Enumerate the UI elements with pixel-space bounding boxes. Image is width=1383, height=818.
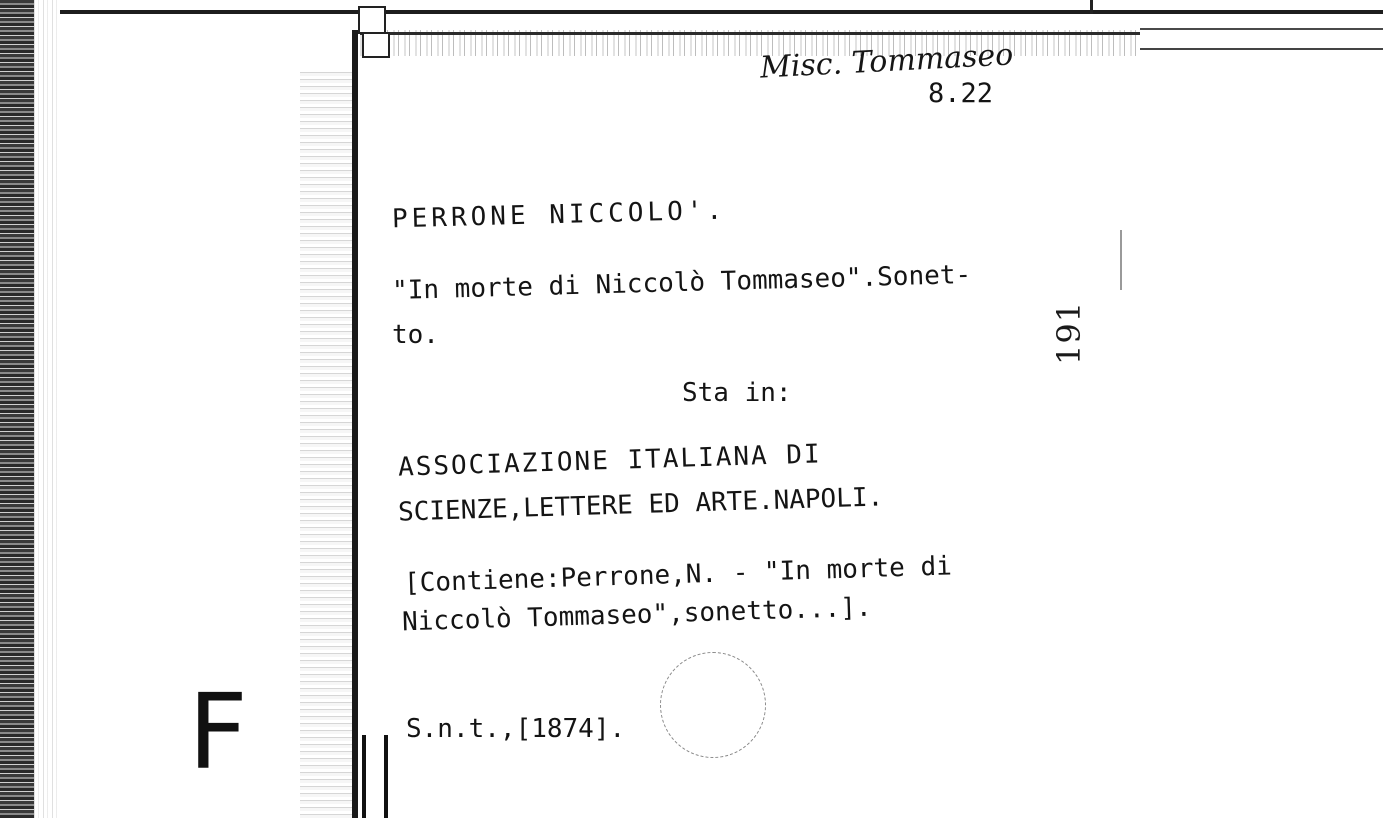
contents-note-line-1: [Contiene:Perrone,N. - "In morte di <box>403 551 953 599</box>
card-bottom-clip <box>362 735 388 818</box>
title-line-2: to. <box>392 320 439 350</box>
title-line-1: "In morte di Niccolò Tommaseo".Sonet- <box>391 259 972 307</box>
right-border-line-lower <box>1140 48 1383 50</box>
card-left-edge <box>352 30 358 818</box>
host-publication-line-2: SCIENZE,LETTERE ED ARTE.NAPOLI. <box>397 482 884 528</box>
stamp-number: 191 <box>1050 300 1088 365</box>
margin-letter: F <box>188 671 248 793</box>
card-clip-marker <box>358 6 386 34</box>
shelf-number: 8.22 <box>928 78 994 109</box>
card-top-line <box>360 32 1140 35</box>
top-border-line <box>60 10 1383 14</box>
scanned-binding-edge <box>0 0 34 818</box>
host-publication-line-1: ASSOCIAZIONE ITALIANA DI <box>397 439 823 483</box>
contents-note-line-2: Niccolò Tommaseo",sonetto...]. <box>401 592 872 638</box>
shelf-mark: Misc. Tommaseo <box>759 37 1015 86</box>
located-in-label: Sta in: <box>682 378 792 408</box>
top-tick-mark <box>1090 0 1093 14</box>
imprint-line: S.n.t.,[1874]. <box>406 714 626 744</box>
scan-speck <box>1120 230 1122 290</box>
card-clip-marker-lower <box>362 32 390 58</box>
card-left-shadow <box>300 70 356 818</box>
author-heading: PERRONE NICCOLO'. <box>391 195 727 235</box>
faint-circular-stamp <box>660 652 766 758</box>
right-border-line <box>1140 28 1383 30</box>
